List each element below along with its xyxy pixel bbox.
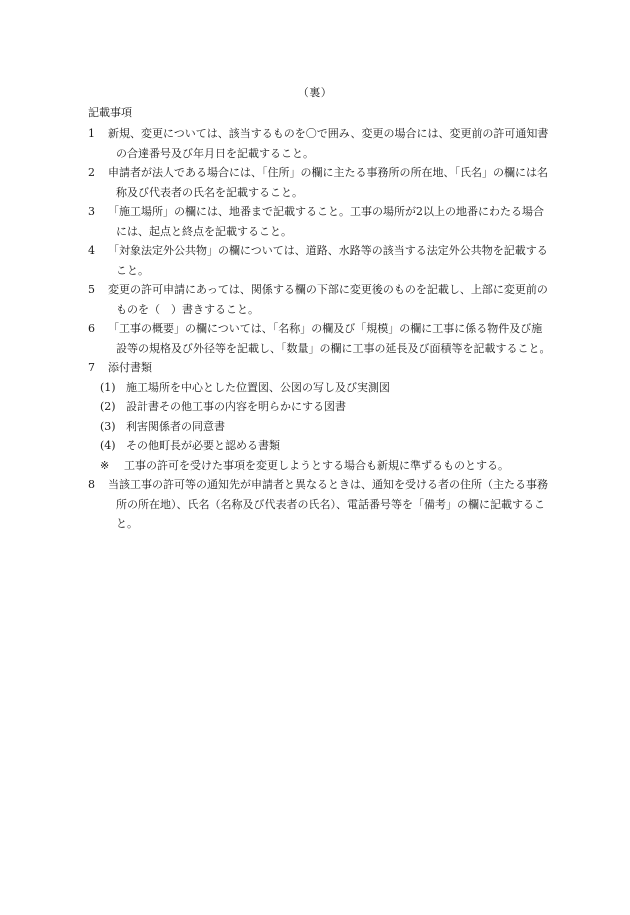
item-number: 2 xyxy=(88,166,95,179)
item-number: 7 xyxy=(88,361,95,374)
attachment-number: (1) xyxy=(100,380,116,394)
item-text: 申請者が法人である場合には、「住所」の欄に主たる事務所の所在地、「氏名」の欄には名称及び代表者の氏名を記載すること。 xyxy=(108,166,548,199)
list-item xyxy=(88,124,552,163)
list-item xyxy=(88,202,552,241)
attachment-text: 利害関係者の同意書 xyxy=(126,419,225,433)
list-item xyxy=(88,241,552,280)
attachment-number: (3) xyxy=(100,419,116,433)
item-number: 3 xyxy=(88,205,95,218)
item-number: 8 xyxy=(88,478,95,491)
item-text: 「施工場所」の欄には、地番まで記載すること。工事の場所が2以上の地番にわたる場合には、起点と終点を記載すること。 xyxy=(108,205,544,238)
instructions-list xyxy=(88,124,552,534)
item-text: 添付書類 xyxy=(108,361,152,374)
note-mark: ※ xyxy=(100,458,110,472)
attachment-item xyxy=(88,417,552,437)
item-text: 「対象法定外公共物」の欄については、道路、水路等の該当する法定外公共物を記載すること。 xyxy=(108,244,548,277)
list-item xyxy=(88,475,552,534)
item-text: 当該工事の許可等の通知先が申請者と異なるときは、通知を受ける者の住所（主たる事務所の所在地）、氏名（名称及び代表者の氏名）、電話番号等を「備考」の欄に記載すること。 xyxy=(108,478,548,530)
item-number: 1 xyxy=(88,127,95,140)
list-item xyxy=(88,319,552,358)
attachment-number: (4) xyxy=(100,439,116,452)
item-text: 「工事の概要」の欄については、「名称」の欄及び「規模」の欄に工事に係る物件及び施設等の規格及び外径等を記載し、「数量」の欄に工事の延長及び面積等を記載すること。 xyxy=(108,322,551,355)
item-number: 6 xyxy=(88,322,95,335)
list-item xyxy=(88,163,552,202)
attachment-note xyxy=(88,456,552,476)
attachment-item xyxy=(88,397,552,417)
list-item xyxy=(88,358,552,378)
note-text: 工事の許可を受けた事項を変更しようとする場合も新規に準ずるものとする。 xyxy=(124,458,509,472)
item-number: 4 xyxy=(88,244,95,257)
attachment-text: 施工場所を中心とした位置図、公図の写し及び実測図 xyxy=(126,380,390,394)
list-item xyxy=(88,280,552,319)
item-text: 変更の許可申請にあっては、関係する欄の下部に変更後のものを記載し、上部に変更前のものを（ ）書きすること。 xyxy=(108,283,548,316)
section-heading: 記載事項 xyxy=(88,106,132,119)
attachment-number: (2) xyxy=(100,400,116,413)
attachment-item xyxy=(88,436,552,456)
item-text: 新規、変更については、該当するものを〇で囲み、変更の場合には、変更前の許可通知書の合達番号及び年月日を記載すること。 xyxy=(108,127,549,160)
attachment-item xyxy=(88,378,552,398)
attachment-text: 設計書その他工事の内容を明らかにする図書 xyxy=(126,400,346,413)
attachment-text: その他町長が必要と認める書類 xyxy=(126,439,280,452)
item-number: 5 xyxy=(88,283,95,296)
side-label: （裏） xyxy=(297,86,333,99)
